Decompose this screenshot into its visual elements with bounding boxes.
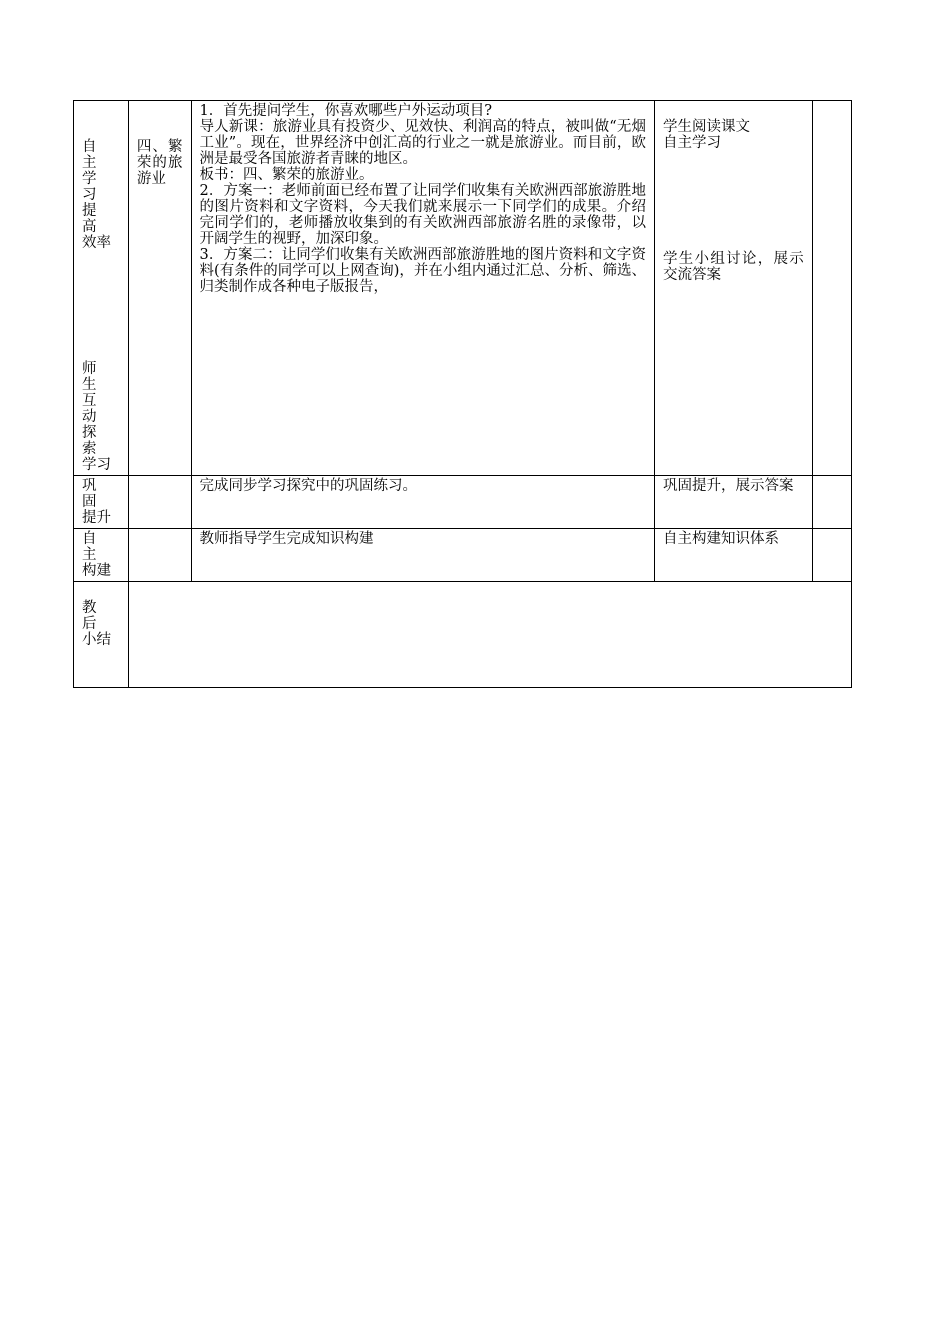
stage-group-2 <box>82 361 120 473</box>
stage-line: 效率 <box>82 235 111 251</box>
activity-line: 自主构建知识体系 <box>662 531 779 547</box>
stage-cell <box>74 476 129 529</box>
stage-group <box>82 600 120 648</box>
stage-line: 教 后 <box>82 600 111 632</box>
table-row <box>74 582 852 688</box>
content-cell <box>191 529 654 582</box>
stage-line: 自 主 <box>82 139 111 171</box>
topic-cell <box>128 476 191 529</box>
stage-line: 学习 <box>82 457 111 473</box>
activity-line: 学生小组讨论，展示交流答案 <box>662 251 804 283</box>
empty-cell <box>812 476 851 529</box>
content-paragraph: 1．首先提问学生，你喜欢哪些户外运动项目? <box>199 103 493 119</box>
activity-line: 巩固提升，展示答案 <box>662 478 794 494</box>
topic-text <box>137 139 183 187</box>
activity-line: 学生阅读课文 <box>662 119 750 135</box>
topic-cell <box>128 529 191 582</box>
activity-line: 自主学习 <box>662 135 721 151</box>
stage-line: 提 高 <box>82 203 111 235</box>
content-paragraph: 导人新课：旅游业具有投资少、见效快、利润高的特点，被叫做“无烟工业”。现在，世界经济中创汇高的行业之一就是旅游业。而目前，欧洲是最受各国旅游者青睐的地区。 <box>199 119 646 167</box>
stage-cell <box>74 529 129 582</box>
stage-line: 构建 <box>82 563 111 579</box>
topic-line: 四、繁 <box>136 139 183 155</box>
table-row <box>74 476 852 529</box>
stage-line: 巩 固 <box>82 478 111 510</box>
stage-line: 自 主 <box>82 531 111 563</box>
stage-line: 小结 <box>82 632 111 648</box>
empty-cell <box>812 529 851 582</box>
topic-line: 游业 <box>136 171 166 187</box>
content-paragraph: 教师指导学生完成知识构建 <box>199 531 374 547</box>
activity-cell <box>654 476 812 529</box>
table-row <box>74 529 852 582</box>
content-paragraph: 完成同步学习探究中的巩固练习。 <box>199 478 418 494</box>
stage-cell <box>74 101 129 476</box>
lesson-plan-table <box>73 100 852 688</box>
empty-cell <box>812 101 851 476</box>
stage-line: 师 生 <box>82 361 111 393</box>
stage-line: 互 动 <box>82 393 111 425</box>
content-paragraph: 3．方案二：让同学们收集有关欧洲西部旅游胜地的图片资料和文字资料(有条件的同学可以上网查询)，并在小组内通过汇总、分析、筛选、归类制作成各种电子版报告， <box>199 247 646 295</box>
activity-cell <box>654 101 812 476</box>
content-paragraph: 板书：四、繁荣的旅游业。 <box>199 167 374 183</box>
activity-group-2 <box>663 251 804 283</box>
stage-group-1 <box>82 139 120 251</box>
stage-line: 探 索 <box>82 425 111 457</box>
stage-line: 提升 <box>82 510 111 526</box>
table-row <box>74 101 852 476</box>
activity-cell <box>654 529 812 582</box>
activity-group-1 <box>663 119 804 151</box>
topic-line: 荣的旅 <box>136 155 183 171</box>
stage-line: 学 习 <box>82 171 111 203</box>
topic-cell <box>128 101 191 476</box>
stage-cell <box>74 582 129 688</box>
content-cell <box>191 476 654 529</box>
content-paragraph: 2．方案一：老师前面已经布置了让同学们收集有关欧洲西部旅游胜地的图片资料和文字资料，今天我们就来展示一下同学们的成果。介绍完同学们的，老师播放收集到的有关欧洲西部旅游名胜的录像带，以开阔学生的视野，加深印象。 <box>199 183 646 247</box>
content-cell <box>191 101 654 476</box>
summary-cell <box>128 582 851 688</box>
